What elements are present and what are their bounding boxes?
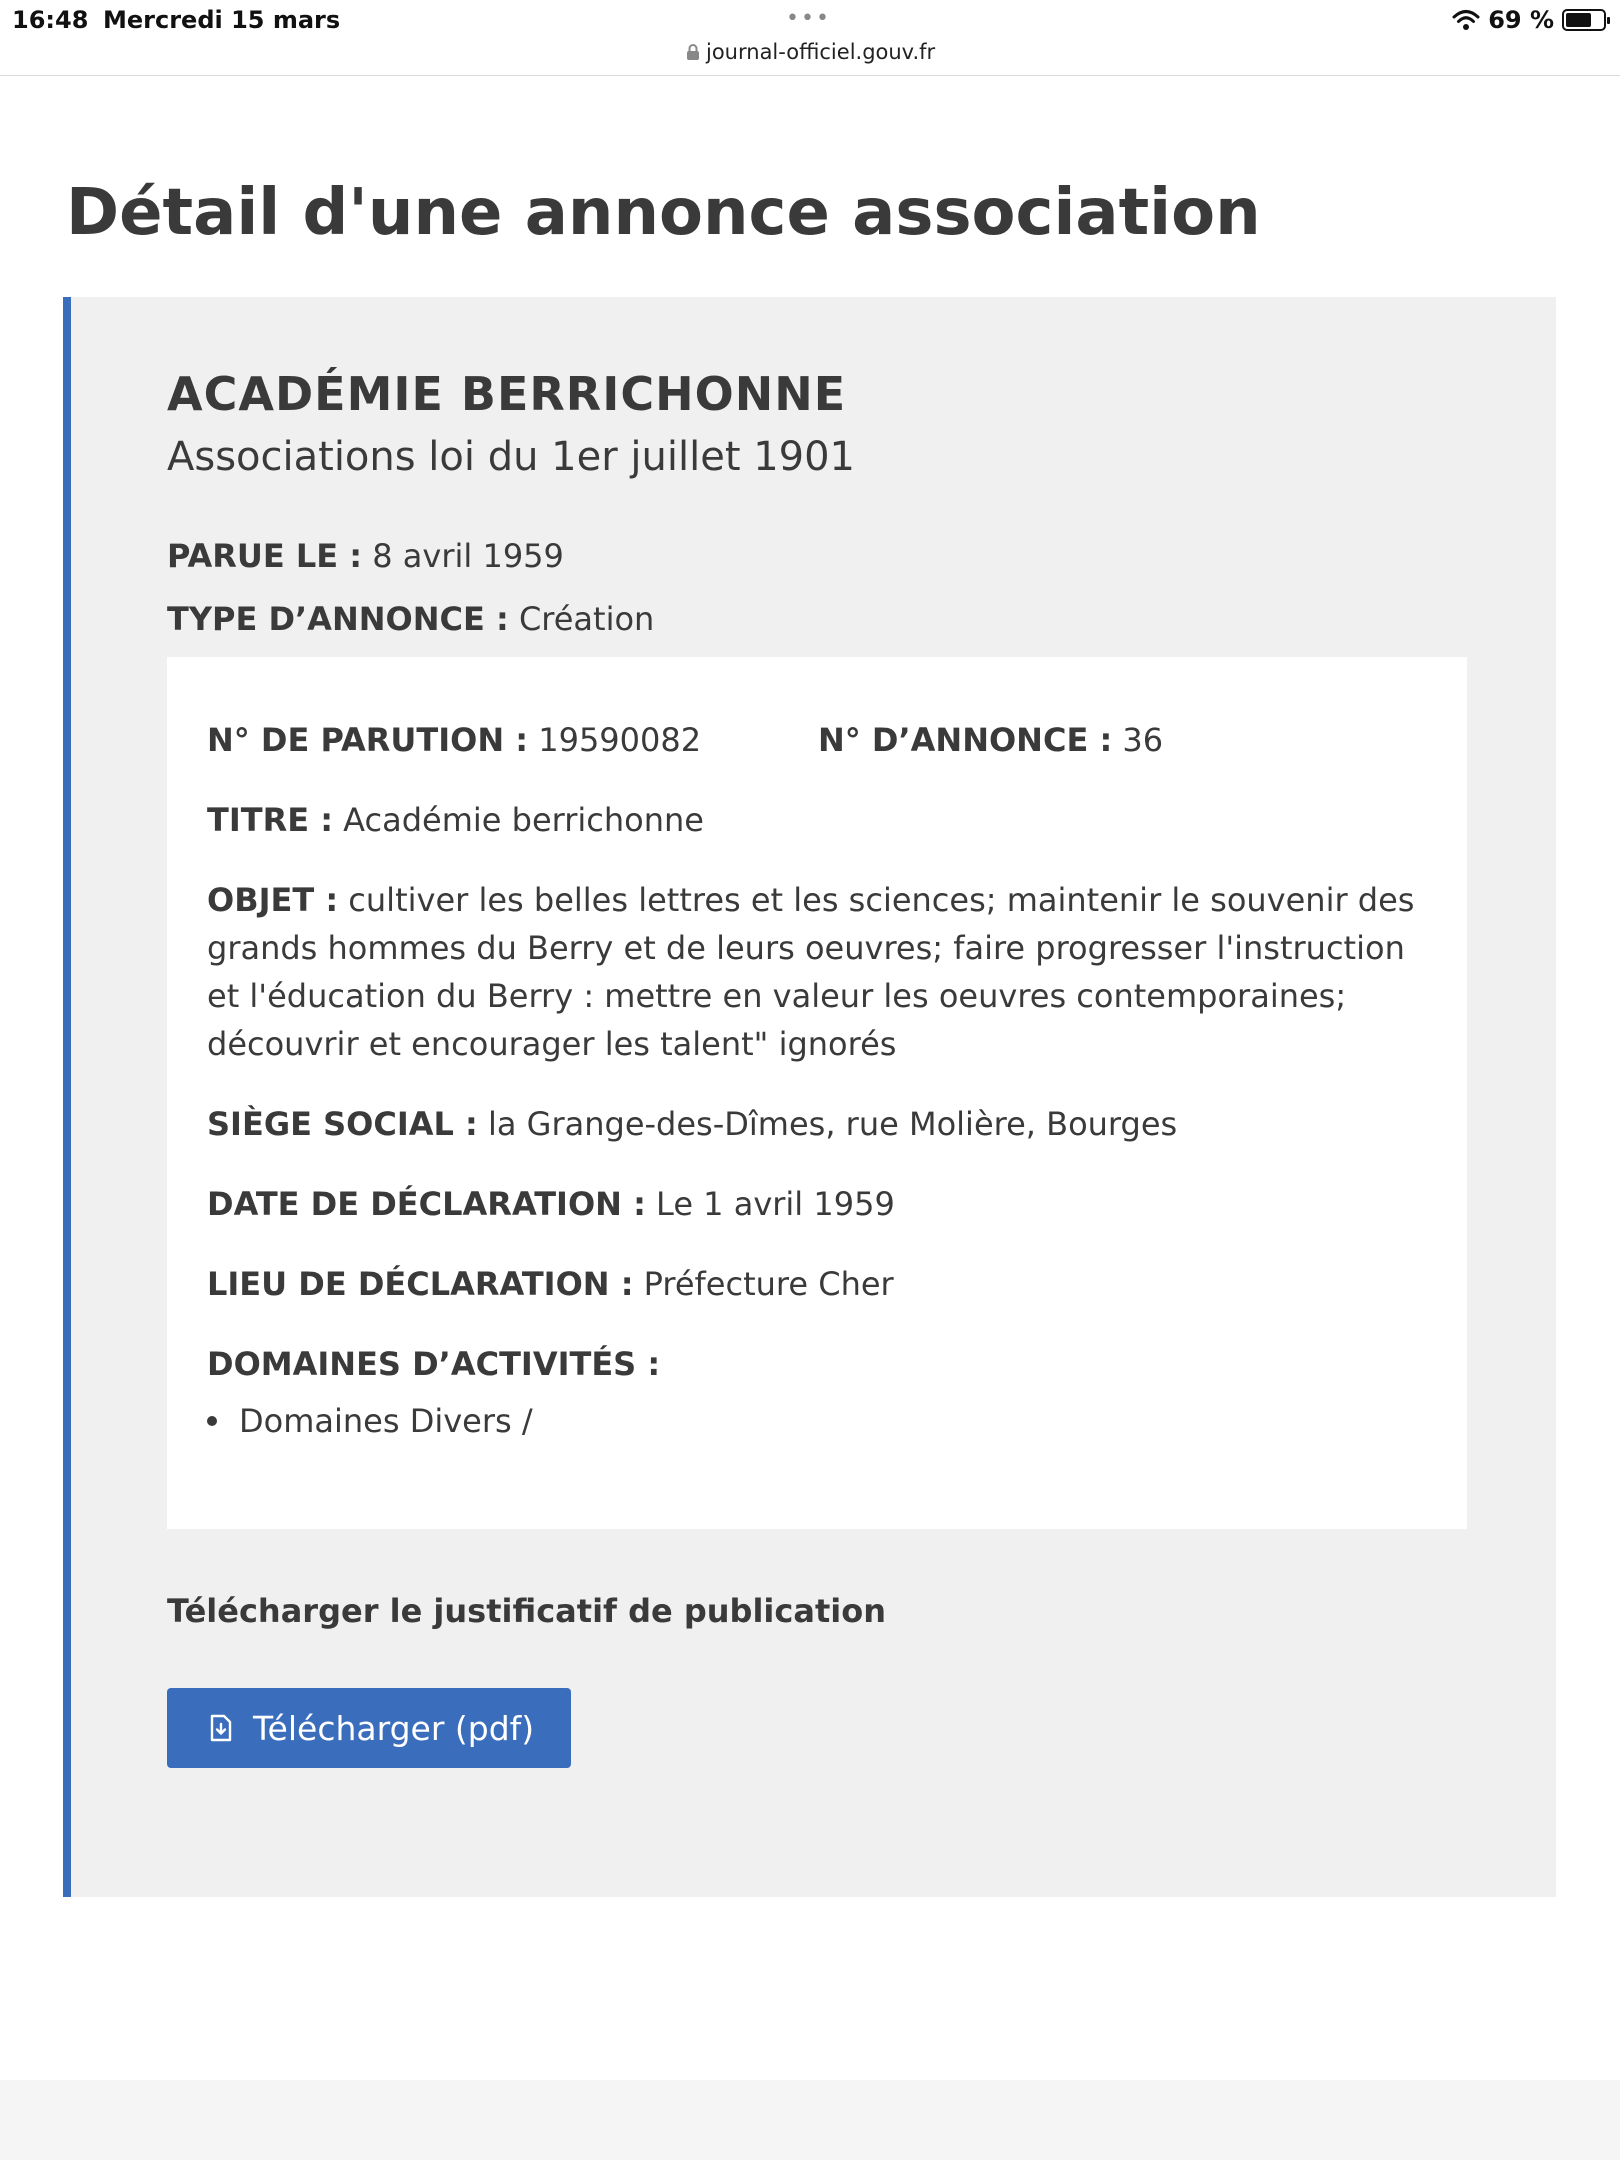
domaines-label: DOMAINES D’ACTIVITÉS : (207, 1345, 661, 1383)
address-bar[interactable] (686, 40, 935, 64)
annonce-value: 36 (1122, 721, 1164, 759)
parue-value: 8 avril 1959 (372, 537, 564, 575)
download-button-label: Télécharger (pdf) (253, 1708, 535, 1748)
objet-label: OBJET : (207, 881, 339, 919)
parue-le (167, 537, 564, 575)
status-time: 16:48 (12, 6, 89, 34)
download-title: Télécharger le justificatif de publication (167, 1592, 886, 1630)
siege-label: SIÈGE SOCIAL : (207, 1105, 478, 1143)
parue-label: PARUE LE : (167, 537, 363, 575)
domaines-list (207, 1402, 533, 1440)
domaine-value: Domaines Divers / (239, 1402, 533, 1440)
status-date: Mercredi 15 mars (103, 6, 341, 34)
page-footer (0, 2080, 1620, 2160)
battery-percent: 69 % (1488, 6, 1554, 34)
association-name: ACADÉMIE BERRICHONNE (167, 367, 847, 421)
type-annonce (167, 600, 654, 638)
type-value: Création (518, 600, 655, 638)
parution-number (207, 716, 701, 764)
parution-value: 19590082 (538, 721, 702, 759)
multitasking-dots-icon[interactable]: ••• (786, 6, 831, 31)
siege-social (207, 1100, 1177, 1148)
page-title: Détail d'une annonce association (66, 176, 1261, 250)
association-subtitle: Associations loi du 1er juillet 1901 (167, 434, 856, 480)
siege-value: la Grange-des-Dîmes, rue Molière, Bourges (487, 1105, 1178, 1143)
annonce-label: N° D’ANNONCE : (818, 721, 1113, 759)
lieu-decl-value: Préfecture Cher (643, 1265, 894, 1303)
type-label: TYPE D’ANNONCE : (167, 600, 509, 638)
objet-value: cultiver les belles lettres et les sciences; maintenir le souvenir des grands hommes du Berry et de leurs oeuvres; faire progresser l'instruction et l'éducation du Berry : mettre en valeur les oeuvres contemporaines; découvrir et encourager les talent" ignorés (207, 881, 1415, 1063)
details-panel (167, 657, 1467, 1529)
lock-icon (686, 43, 700, 61)
lieu-declaration (207, 1260, 894, 1308)
ios-status-bar (0, 0, 1620, 76)
annonce-card (63, 297, 1556, 1897)
titre-value: Académie berrichonne (343, 801, 704, 839)
bullet-icon (207, 1416, 217, 1426)
file-download-icon (209, 1714, 233, 1742)
battery-icon (1562, 9, 1606, 31)
url-text: journal-officiel.gouv.fr (706, 40, 936, 64)
wifi-icon (1452, 9, 1480, 31)
objet (207, 876, 1437, 1068)
lieu-decl-label: LIEU DE DÉCLARATION : (207, 1265, 634, 1303)
date-decl-value: Le 1 avril 1959 (656, 1185, 895, 1223)
annonce-number (818, 716, 1163, 764)
date-declaration (207, 1180, 895, 1228)
titre-label: TITRE : (207, 801, 333, 839)
titre (207, 796, 704, 844)
date-decl-label: DATE DE DÉCLARATION : (207, 1185, 646, 1223)
download-pdf-button[interactable] (167, 1688, 571, 1768)
parution-label: N° DE PARUTION : (207, 721, 529, 759)
status-right (1452, 6, 1606, 34)
domaines-activites (207, 1340, 660, 1388)
list-item (207, 1402, 533, 1440)
